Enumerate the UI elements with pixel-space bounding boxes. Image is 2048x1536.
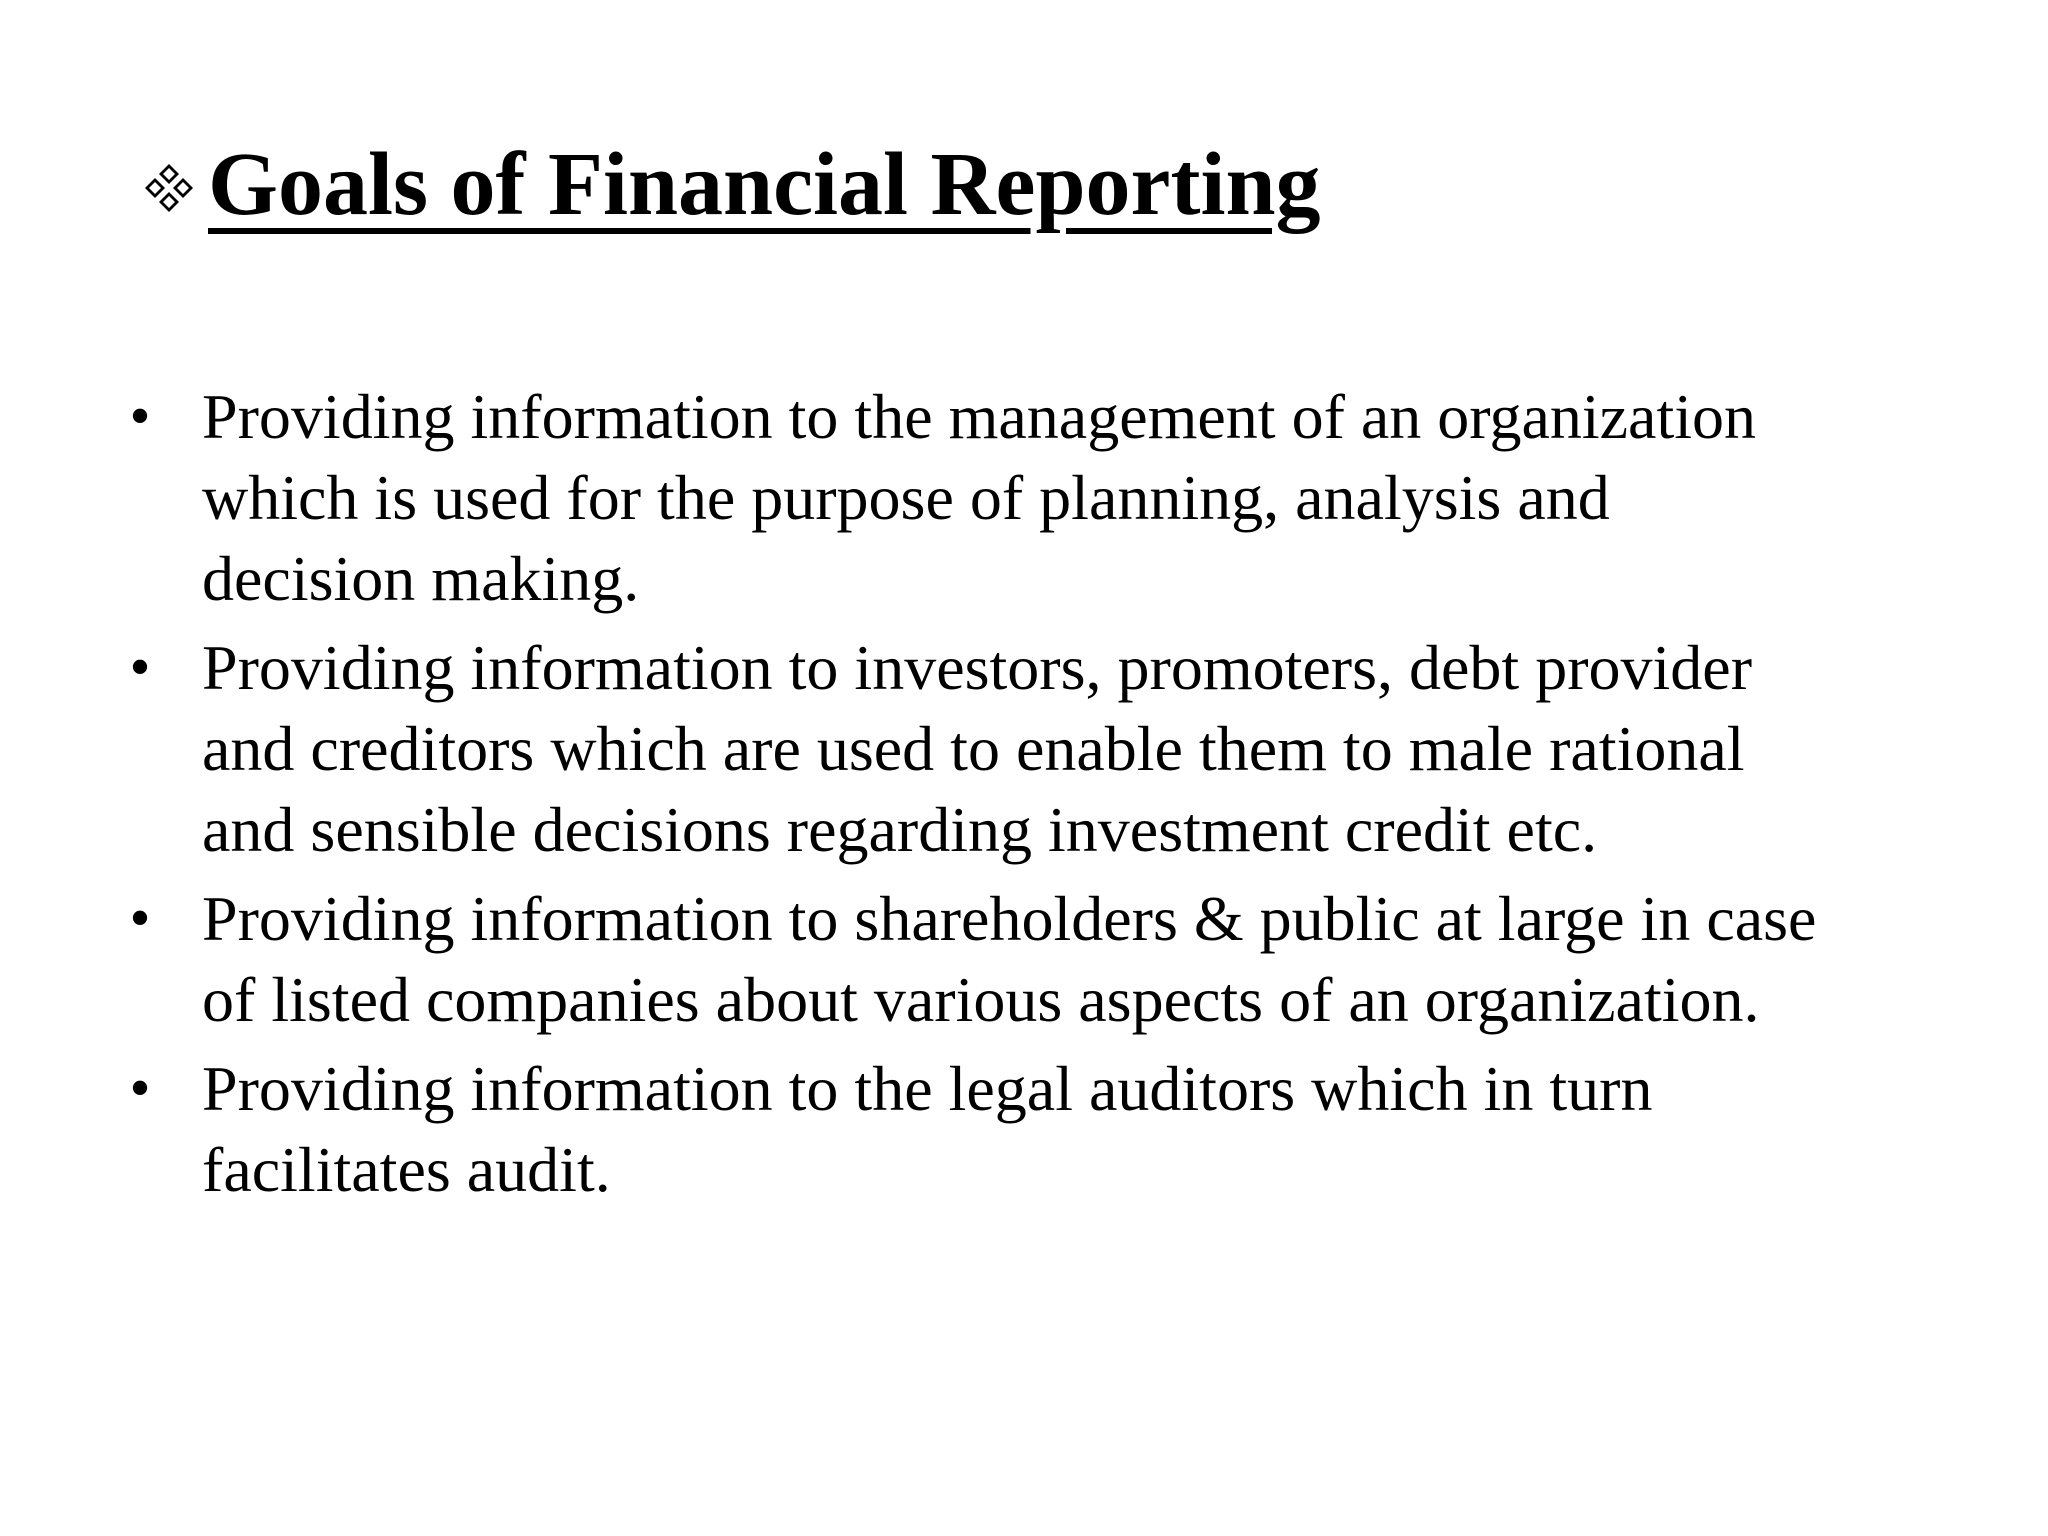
bullet-dot-icon: • [129, 1055, 151, 1121]
list-item [120, 376, 2000, 619]
slide-title: Goals of Financial Reporting [208, 135, 1321, 234]
bullet-dot-icon: • [129, 634, 151, 700]
list-item [120, 878, 2000, 1040]
slide-title-row [130, 135, 1321, 234]
bullet-line: which is used for the purpose of planning, analysis and [202, 462, 1610, 533]
bullet-line: Providing information to the management of an organization [202, 381, 1756, 452]
list-item [120, 627, 2000, 870]
bullet-line: Providing information to the legal auditors which in turn [202, 1053, 1653, 1124]
bullet-line: decision making. [202, 543, 640, 614]
bullet-line: facilitates audit. [202, 1134, 611, 1205]
bullet-dot-icon: • [129, 885, 151, 951]
bullet-line: and creditors which are used to enable them to male rational [202, 713, 1745, 784]
bullet-line: of listed companies about various aspects of an organization. [202, 964, 1760, 1035]
bullet-list [120, 376, 2000, 1218]
bullet-dot-icon: • [129, 383, 151, 449]
list-item [120, 1048, 2000, 1210]
bullet-line: and sensible decisions regarding investment credit etc. [202, 794, 1598, 865]
bullet-line: Providing information to shareholders & public at large in case [202, 883, 1817, 954]
four-diamonds-icon [130, 158, 208, 218]
bullet-line: Providing information to investors, promoters, debt provider [202, 632, 1752, 703]
